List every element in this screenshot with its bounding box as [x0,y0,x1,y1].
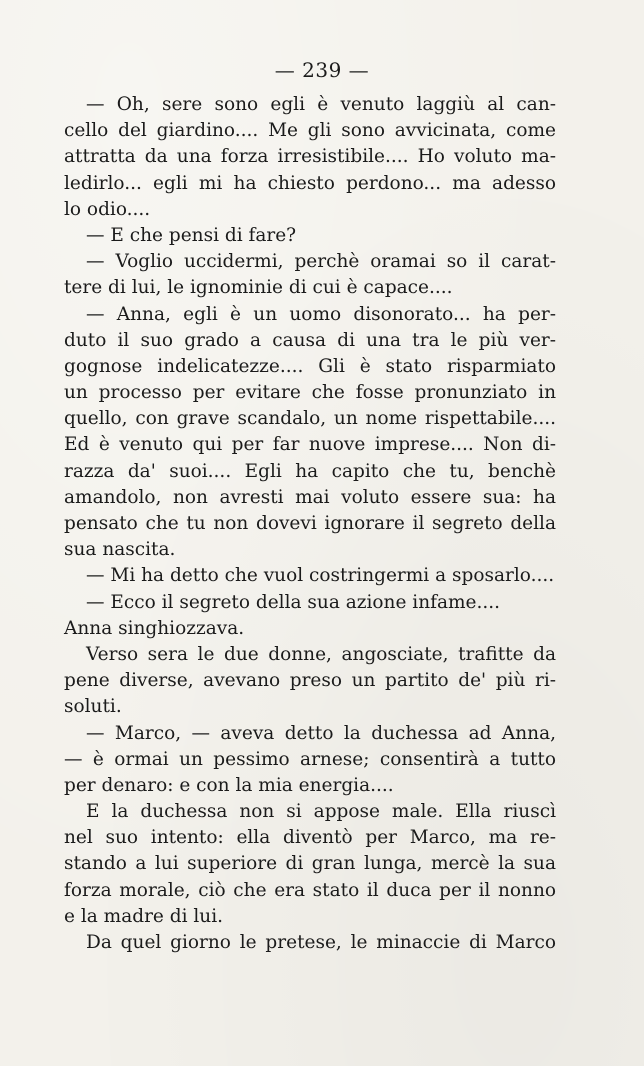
text-line: duto il suo grado a causa di una tra le più ver- [64,329,556,351]
text-line: Anna singhiozzava. [64,617,245,639]
text-line: attratta da una forza irresistibile.... Ho voluto ma- [64,146,556,168]
text-line: — è ormai un pessimo arnese; consentirà a tutto [64,748,556,770]
text-line: lo odio.... [64,198,151,220]
text-line: nel suo intento: ella diventò per Marco, ma re- [64,827,556,849]
text-line: ledirlo... egli mi ha chiesto perdono... ma adesso [64,172,556,194]
text-line: stando a lui superiore di gran lunga, mercè la sua [64,853,556,875]
text-line: quello, con grave scandalo, un nome rispettabile.... [64,408,556,430]
text-line: soluti. [64,696,122,718]
text-line: un processo per evitare che fosse pronunziato in [64,382,556,404]
text-line: — Ecco il segreto della sua azione infame.... [86,591,501,613]
text-line: tere di lui, le ignominie di cui è capace.... [64,277,453,299]
body-text [64,92,556,956]
text-line: e la madre di lui. [64,905,224,927]
text-line: forza morale, ciò che era stato il duca per il nonno [64,879,556,901]
text-line: cello del giardino.... Me gli sono avvicinata, come [64,120,556,142]
text-line: — Oh, sere sono egli è venuto laggiù al can- [86,94,556,115]
text-line: — Voglio uccidermi, perchè oramai so il carat- [86,251,556,273]
text-line: gognose indelicatezze.... Gli è stato risparmiato [64,355,556,377]
text-line: — E che pensi di fare? [86,224,297,246]
text-line: E la duchessa non si appose male. Ella riuscì [86,801,556,823]
text-line: Ed è venuto qui per far nuove imprese.... Non di- [64,434,556,456]
text-line: Verso sera le due donne, angosciate, trafitte da [86,643,556,665]
text-line: amandolo, non avresti mai voluto essere sua: ha [64,486,556,508]
text-line: — Marco, — aveva detto la duchessa ad Anna, [86,722,556,744]
text-line: sua nascita. [64,539,176,561]
text-line: — Anna, egli è un uomo disonorato... ha per- [86,303,556,325]
text-line: — Mi ha detto che vuol costringermi a sposarlo.... [86,565,555,587]
text-line: pensato che tu non dovevi ignorare il segreto della [64,513,556,534]
page-number: — 239 — [274,58,370,82]
text-line: Da quel giorno le pretese, le minaccie di Marco [86,932,556,953]
text-line: per denaro: e con la mia energia.... [64,774,394,796]
text-line: pene diverse, avevano preso un partito de' più ri- [64,670,556,692]
text-line: razza da' suoi.... Egli ha capito che tu, benchè [64,460,556,482]
